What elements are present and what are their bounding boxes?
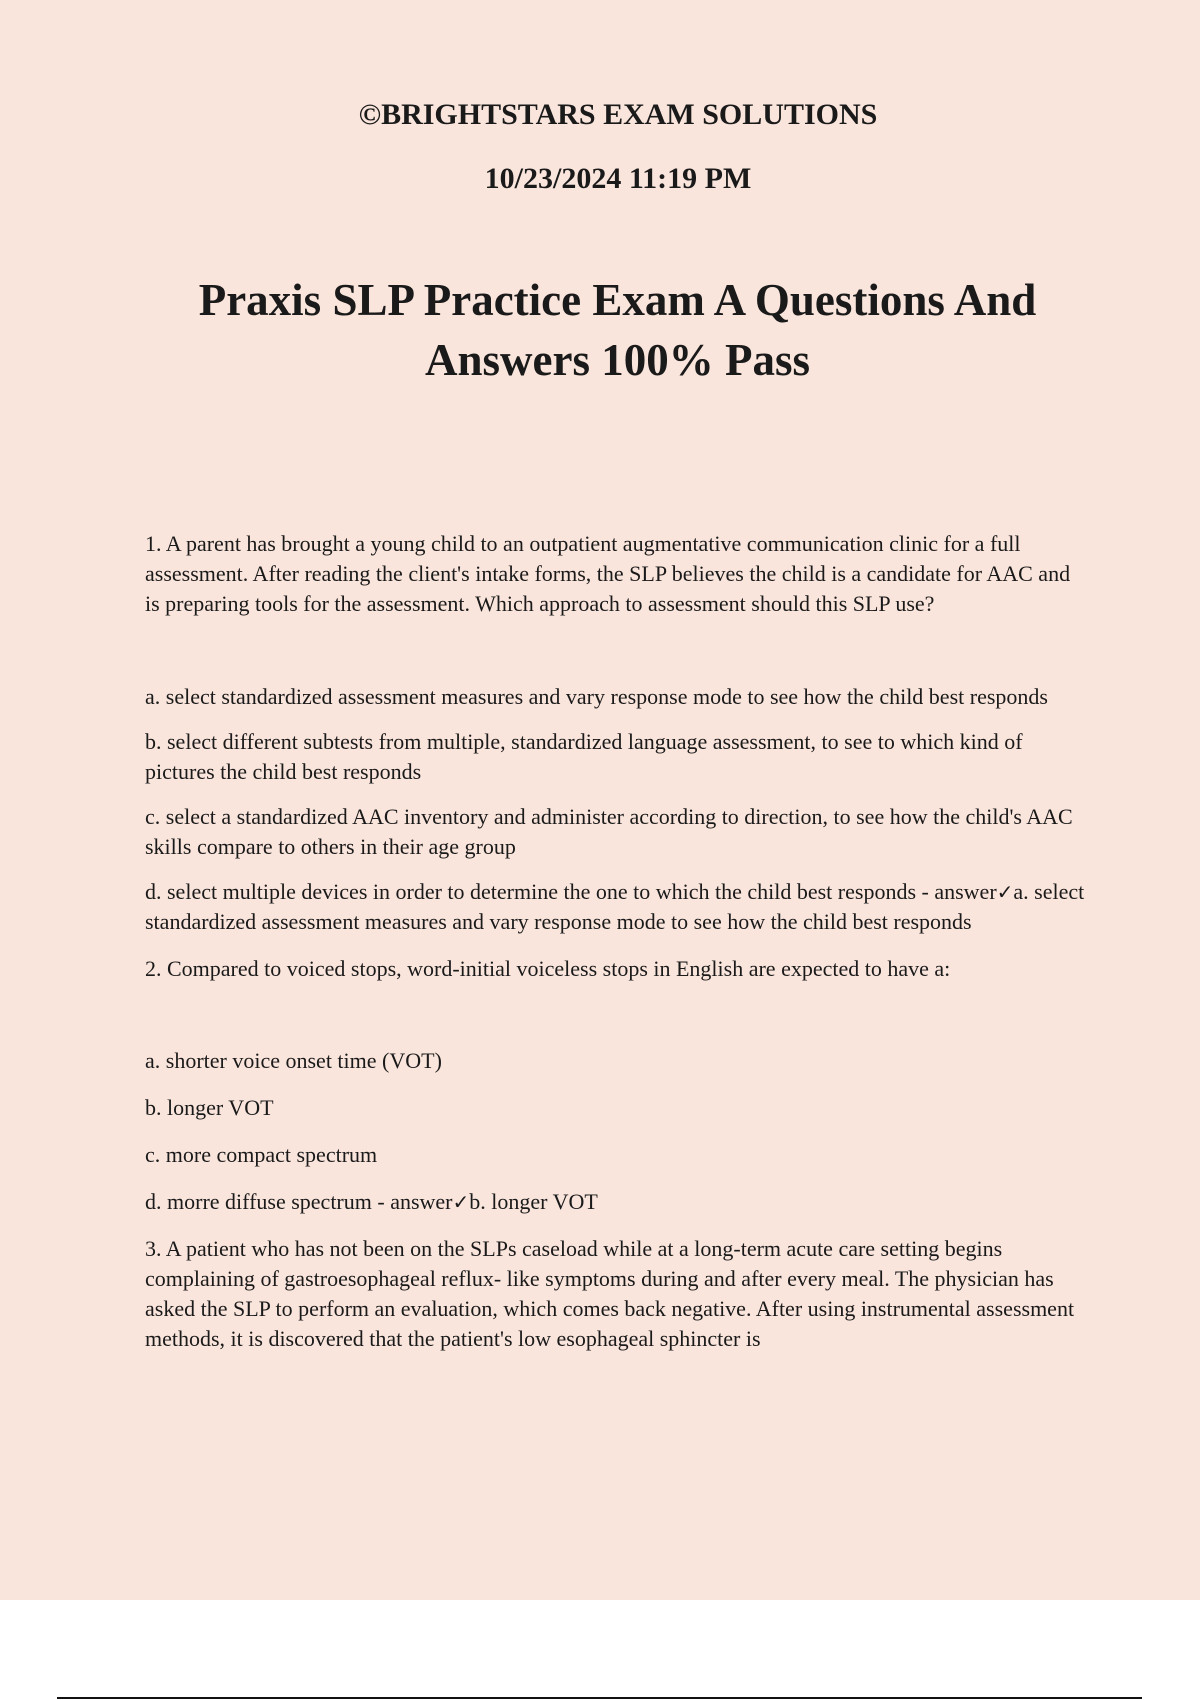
- document-body: [145, 529, 1090, 1354]
- answer-option: b. select different subtests from multiple, standardized language assessment, to see to which kind of pictures the child best responds: [145, 729, 1023, 784]
- checkmark-icon: ✓: [996, 880, 1014, 904]
- answer-option: c. select a standardized AAC inventory and administer according to direction, to see how the child's AAC skills compare to others in their age group: [145, 804, 1073, 859]
- question-text: 1. A parent has brought a young child to an outpatient augmentative communication clinic for a full assessment. After reading the client's intake forms, the SLP believes the child is a candidate for AAC and is preparing tools for the assessment. Which approach to assessment should this SLP use?: [145, 531, 1071, 616]
- option-text: d. morre diffuse spectrum - answer: [145, 1189, 453, 1214]
- page-divider: [57, 1697, 1142, 1699]
- answer-option: a. select standardized assessment measures and vary response mode to see how the child best responds: [145, 684, 1048, 709]
- timestamp-header: 10/23/2024 11:19 PM: [484, 162, 752, 195]
- question-block: [145, 1234, 1090, 1354]
- answer-option-with-answer: [145, 1187, 1090, 1217]
- answer-option-with-answer: [145, 877, 1090, 937]
- copyright-header: ©BRIGHTSTARS EXAM SOLUTIONS: [358, 98, 878, 131]
- question-block: [145, 954, 1090, 1217]
- checkmark-icon: ✓: [452, 1190, 470, 1214]
- answer-option: b. longer VOT: [145, 1095, 274, 1120]
- document-title: Praxis SLP Practice Exam A Questions And Answers 100% Pass: [198, 275, 1037, 385]
- question-text: 3. A patient who has not been on the SLPs caseload while at a long-term acute care setting begins complaining of gastroesophageal reflux- like symptoms during and after every meal. The physician has asked the SLP to perform an evaluation, which comes back negative. After using instrumental assessment methods, it is discovered that the patient's low esophageal sphincter is: [145, 1236, 1075, 1351]
- answer-option: a. shorter voice onset time (VOT): [145, 1048, 442, 1073]
- question-text: 2. Compared to voiced stops, word-initial voiceless stops in English are expected to have a:: [145, 956, 951, 981]
- question-block: [145, 529, 1090, 937]
- option-text: d. select multiple devices in order to determine the one to which the child best responds - answer: [145, 879, 997, 904]
- answer-option: c. more compact spectrum: [145, 1142, 378, 1167]
- correct-answer: a. select standardized assessment measures and vary response mode to see how the child best responds: [145, 879, 1085, 934]
- correct-answer: b. longer VOT: [469, 1189, 598, 1214]
